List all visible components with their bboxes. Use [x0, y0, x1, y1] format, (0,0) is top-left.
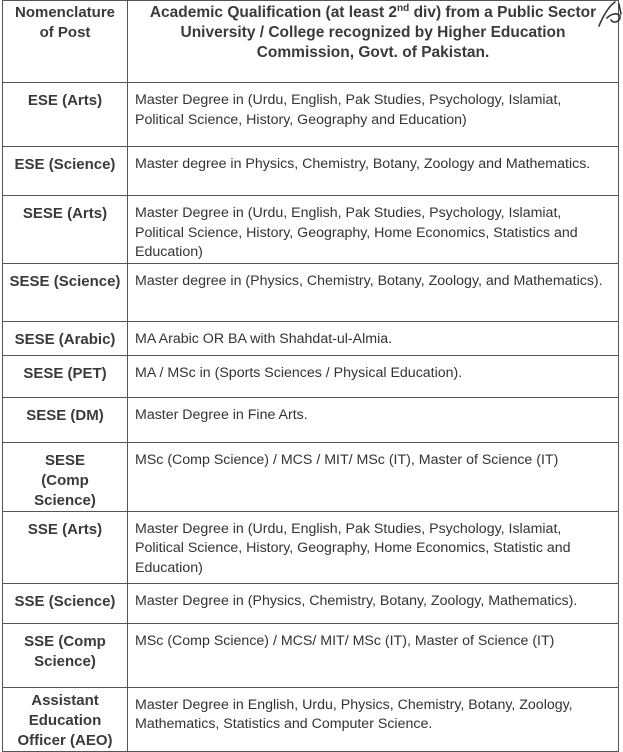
post-name: SSE (Arts) — [3, 511, 128, 583]
table-row — [3, 355, 619, 397]
qualification-text: Master Degree in English, Urdu, Physics, Chemistry, Botany, Zoology, Mathematics, Statistics and Computer Science. — [128, 687, 619, 751]
qualification-text: Master Degree in (Urdu, English, Pak Studies, Psychology, Islamiat, Political Science, History, Geography and Education) — [128, 83, 619, 147]
post-name: SESE (DM) — [3, 397, 128, 442]
table-row — [3, 687, 619, 751]
header-qualification-column — [128, 1, 619, 83]
table-row — [3, 196, 619, 264]
table-row — [3, 147, 619, 196]
qualification-text: Master degree in (Physics, Chemistry, Botany, Zoology, and Mathematics). — [128, 263, 619, 321]
post-name: ESE (Science) — [3, 147, 128, 196]
table-row — [3, 623, 619, 687]
header-post-column — [3, 1, 128, 83]
table-row — [3, 442, 619, 511]
post-name: SESE (Arabic) — [3, 321, 128, 355]
header-row — [3, 1, 619, 83]
qualification-text: MSc (Comp Science) / MCS / MIT/ MSc (IT), Master of Science (IT) — [128, 442, 619, 511]
qualification-text: Master Degree in (Urdu, English, Pak Studies, Psychology, Islamiat, Political Science, History, Geography, Home Economics, Statistic and Education) — [128, 511, 619, 583]
post-name: SESE (Comp Science) — [3, 442, 128, 511]
header-post-label: Nomenclature of Post — [14, 4, 116, 41]
header-qualification-label: Academic Qualification (at least 2nd div) from a Public Sector University / College recognized by Higher Education Commission, Govt. of Pakistan. — [149, 2, 597, 61]
post-name: ESE (Arts) — [3, 83, 128, 147]
table-row — [3, 263, 619, 321]
table-row — [3, 511, 619, 583]
qualification-text: Master Degree in (Physics, Chemistry, Botany, Zoology, Mathematics). — [128, 583, 619, 623]
post-name: SSE (Comp Science) — [3, 623, 128, 687]
qualification-text: MA / MSc in (Sports Sciences / Physical Education). — [128, 355, 619, 397]
qualification-text: Master degree in Physics, Chemistry, Botany, Zoology and Mathematics. — [128, 147, 619, 196]
qualification-text: Master Degree in Fine Arts. — [128, 397, 619, 442]
table-row — [3, 397, 619, 442]
qualification-table — [2, 0, 619, 752]
post-name: Assistant Education Officer (AEO) — [3, 687, 128, 751]
qualification-text: Master Degree in (Urdu, English, Pak Studies, Psychology, Islamiat, Political Science, History, Geography, Home Economics, Statistics and Education) — [128, 196, 619, 264]
post-name: SESE (Arts) — [3, 196, 128, 264]
post-name: SSE (Science) — [3, 583, 128, 623]
qualification-text: MSc (Comp Science) / MCS/ MIT/ MSc (IT), Master of Science (IT) — [128, 623, 619, 687]
handwritten-mark-icon — [593, 0, 623, 34]
table-row — [3, 583, 619, 623]
table-row — [3, 321, 619, 355]
qualification-text: MA Arabic OR BA with Shahdat-ul-Almia. — [128, 321, 619, 355]
post-name: SESE (PET) — [3, 355, 128, 397]
table-row — [3, 83, 619, 147]
post-name: SESE (Science) — [3, 263, 128, 321]
